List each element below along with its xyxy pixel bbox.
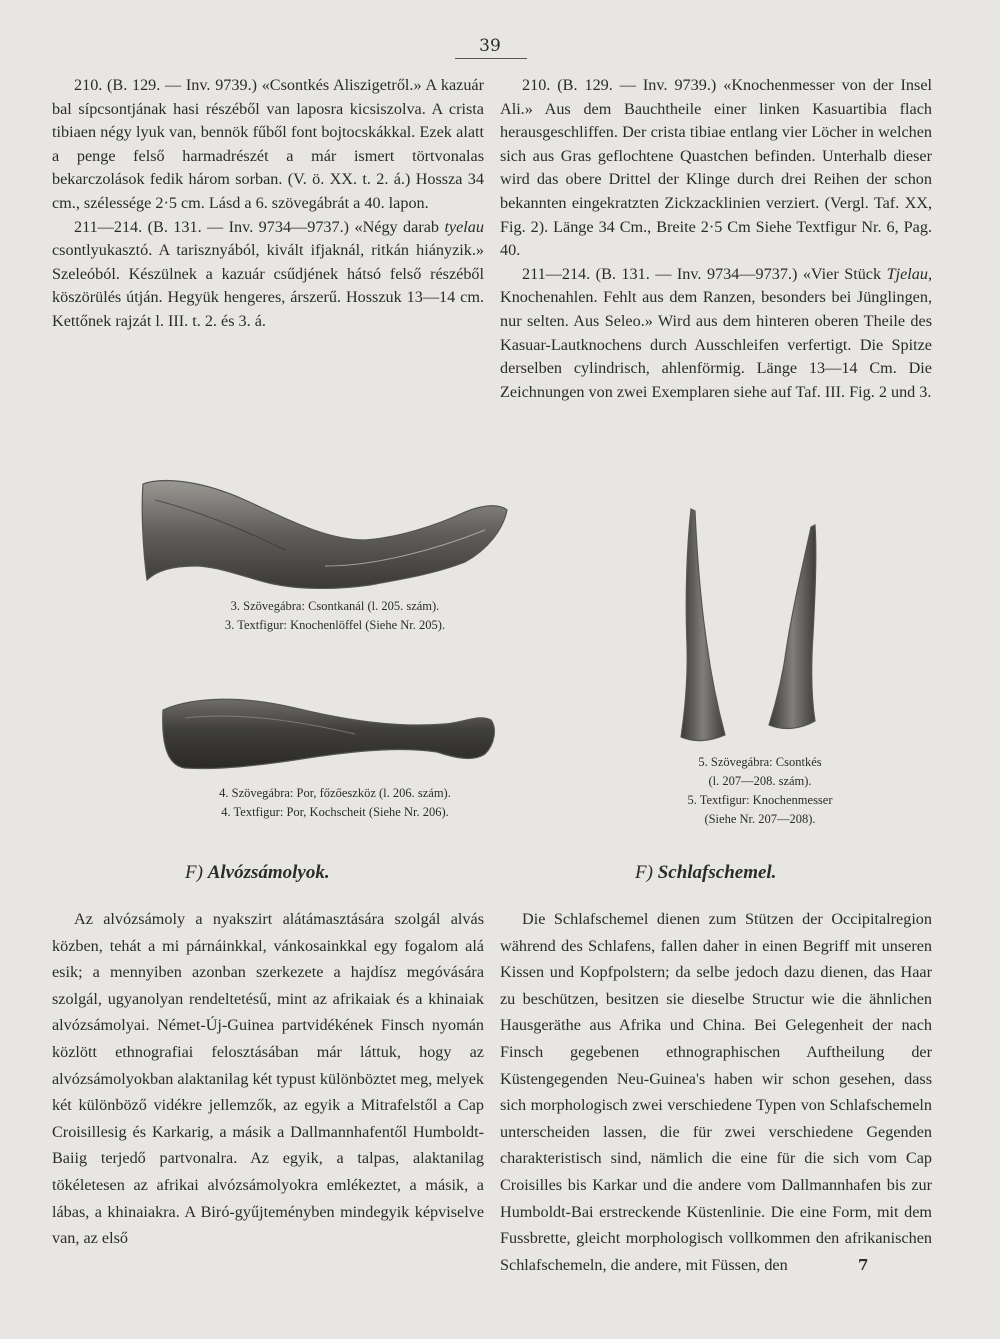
fig4-caption-de: 4. Textfigur: Por, Kochscheit (Siehe Nr. 206). (221, 805, 449, 819)
de-bottom-column (500, 906, 932, 1278)
page-number: 39 (479, 36, 501, 56)
bone-spoon-figure (135, 470, 515, 600)
de-body-paragraph: Die Schlafschemel dienen zum Stützen der Occipitalregion während des Schlafens, fallen daher in einen Begriff mit unseren Kissen und Kopfpolstern; da selbe jedoch dazu dienen, das Haar zu beschützen, besitzen sie dieselbe Structur wie die ähnlichen Hausgeräthe aus Afrika und China. Bei Gelegenheit der nach Finsch gegebenen ethnographischen Auftheilung der Küstengegenden Neu-Guinea's haben wir schon gesehen, dass sich morphologisch zwei verschiedene Typen von Schlafschemeln unterscheiden lassen, die für zwei verschiedene Gegenden charakteristisch sind, nämlich die eine für die sich vom Cap Croisilles bis Karkar und die andere vom Dallmannhafen bis zur Humboldt-Bai erstreckende Küstenlinie. Die eine Form, mit dem Fussbrette, gleicht morphologisch vollkommen den afrikanischen Schlafschemeln, die andere, mit Füssen, den (500, 910, 932, 1274)
fig3-caption (150, 597, 520, 635)
hu-section-letter: F) (185, 862, 203, 883)
cooking-spatula-figure (155, 688, 500, 778)
hu-entry-211-214: 211—214. (B. 131. — Inv. 9734—9737.) «Négy darab tyelau csontlyukasztó. A tarisznyából, kivált ifjaknál, ritkán hiányzik.» Szeleóból. Készülnek a kazuár csűdjének hátsó felső részéből köszörülés útján. Hegyük hengeres, árszerű. Hosszuk 13—14 cm. Kettőnek rajzát l. III. t. 2. és 3. á. (52, 217, 484, 330)
fig3-caption-hu: 3. Szövegábra: Csontkanál (l. 205. szám). (230, 599, 440, 613)
signature-mark: 7 (858, 1256, 869, 1274)
de-entry-211-214: 211—214. (B. 131. — Inv. 9734—9737.) «Vier Stück Tjelau, Knochenahlen. Fehlt aus dem Ranzen, besonders bei Jünglingen, nur selten. Aus Seleo.» Wird aus dem hinteren oberen Theile des Kasuar-Lautknochens durch Ausschleifen verfertigt. Die Spitze derselben cylindrisch, ahlenförmig. Länge 13—14 Cm. Die Zeichnungen von zwei Exemplaren siehe auf Taf. III. Fig. 2 und 3. (500, 264, 932, 401)
de-section-letter: F) (635, 862, 653, 883)
hu-entry-210: 210. (B. 129. — Inv. 9739.) «Csontkés Aliszigetről.» A kazuár bal sípcsontjának hasi részéből van laposra kicsiszolva. A crista tibiaen négy lyuk van, bennök fűből font bojtocskákkal. Ezek alatt a penge felső harmadrészét a már ismert törtvonalas bekarczolások fedik három sorban. (V. ö. XX. t. 2. á.) Hossza 34 cm., szélessége 2·5 cm. Lásd a 6. szövegábrát a 40. lapon. (52, 76, 484, 212)
hu-section-title: Alvózsámolyok. (207, 862, 330, 883)
hu-bottom-column (52, 906, 484, 1252)
de-top-column (500, 74, 932, 404)
fig5-caption-hu-2: (l. 207—208. szám). (708, 774, 812, 788)
fig4-caption-hu: 4. Szövegábra: Por, főzőeszköz (l. 206. szám). (219, 786, 451, 800)
hu-body-paragraph: Az alvózsámoly a nyakszirt alátámasztására szolgál alvás közben, tehát a mi párnáinkkal, vánkosainkkal egy fogalom alá esik; a mennyiben azonban szerkezete a hajdísz megóvására szolgál, ugyanolyan rendeltetésű, mint az afrikaiak és a khinaiak alvózsámolyai. Német-Új-Guinea partvidékének Finsch nyomán közlött ethnografiai felosztásában már láttuk, hogy az alvózsámolyokban alaktanilag két typust különböztet meg, melyek két különböző vidékre jellemzők, az egyik a Mitrafelstől a Cap Croisillesig és Karkarig, a másik a Dallmannhafentől Humboldt-Baiig terjedő partvonalra. Az egyik, a talpas, alaktanilag tökéletesen az afrikai alvózsámolyokra emlékeztet, a másik, a lábas, a khinaiakra. A Biró-gyűjteményben mindegyik képviselve van, az első (52, 910, 485, 1248)
hu-section-heading (185, 862, 330, 884)
header-rule (455, 58, 527, 59)
fig5-caption-hu-1: 5. Szövegábra: Csontkés (698, 755, 822, 769)
de-entry-210: 210. (B. 129. — Inv. 9739.) «Knochenmesser von der Insel Ali.» Aus dem Bauchtheile einer linken Kasuartibia flach herausgeschliffen. Der crista tibiae entlang vier Löcher in welchen sich aus Gras geflochtene Quastchen befinden. Unterhalb dieser wird das obere Drittel der Klinge durch drei Reihen der schon bekannten eingekratzten Zickzacklinien verziert. (Vergl. Taf. XX, Fig. 2). Länge 34 Cm., Breite 2·5 Cm Siehe Textfigur Nr. 6, Pag. 40. (500, 76, 932, 260)
fig5-caption-de-2: (Siehe Nr. 207—208). (704, 812, 816, 826)
fig3-caption-de: 3. Textfigur: Knochenlöffel (Siehe Nr. 205). (224, 618, 446, 632)
bone-awls-figure (665, 505, 855, 750)
hu-top-column (52, 74, 484, 334)
fig5-caption-de-1: 5. Textfigur: Knochenmesser (687, 793, 833, 807)
fig4-caption (150, 784, 520, 822)
de-section-title: Schlafschemel. (657, 862, 777, 883)
de-section-heading (635, 862, 776, 884)
fig5-caption (640, 753, 880, 829)
